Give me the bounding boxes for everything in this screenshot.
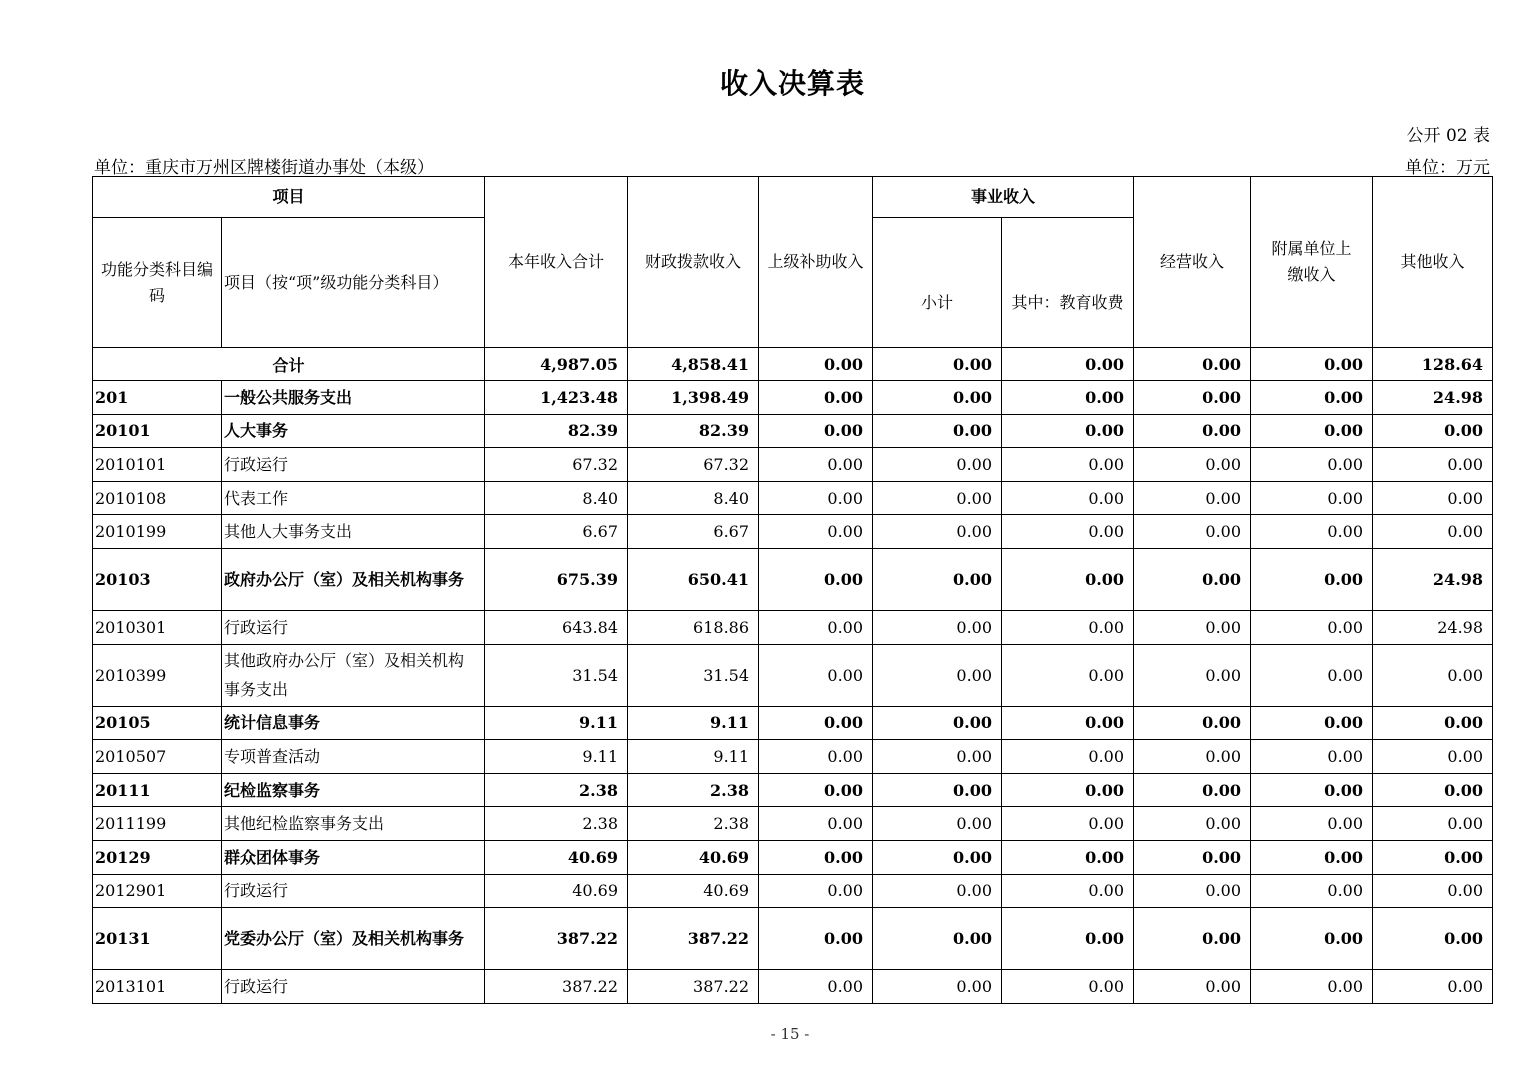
table-row: [93, 481, 1493, 515]
row-value: 0.00: [759, 706, 873, 740]
row-value: 0.00: [1373, 448, 1493, 482]
total-cell: 4,858.41: [628, 348, 759, 381]
header-business: 事业收入: [873, 177, 1134, 218]
row-value: 0.00: [1134, 807, 1251, 841]
header-fiscal: 财政拨款收入: [628, 177, 759, 348]
row-value: 0.00: [759, 414, 873, 448]
row-value: 40.69: [628, 840, 759, 874]
reporting-unit: 单位：重庆市万州区牌楼街道办事处（本级）: [94, 158, 434, 178]
row-value: 0.00: [1373, 706, 1493, 740]
row-name: 其他纪检监察事务支出: [222, 807, 485, 841]
row-value: 0.00: [1251, 610, 1373, 644]
row-value: 0.00: [1002, 740, 1134, 774]
row-value: 0.00: [1373, 970, 1493, 1004]
row-value: 387.22: [628, 970, 759, 1004]
row-value: 0.00: [1134, 874, 1251, 908]
row-value: 387.22: [485, 908, 628, 970]
row-value: 9.11: [485, 706, 628, 740]
row-value: 0.00: [873, 610, 1002, 644]
row-value: 0.00: [759, 644, 873, 706]
header-total: 本年收入合计: [485, 177, 628, 348]
row-value: 1,423.48: [485, 381, 628, 415]
row-value: 0.00: [1134, 381, 1251, 415]
row-value: 0.00: [759, 481, 873, 515]
row-value: 675.39: [485, 548, 628, 610]
row-value: 618.86: [628, 610, 759, 644]
row-code: 2010301: [93, 610, 222, 644]
row-value: 0.00: [1251, 481, 1373, 515]
row-name: 党委办公厅（室）及相关机构事务: [222, 908, 485, 970]
row-value: 2.38: [628, 807, 759, 841]
row-value: 0.00: [1002, 807, 1134, 841]
row-value: 0.00: [1373, 840, 1493, 874]
row-value: 24.98: [1373, 610, 1493, 644]
row-value: 40.69: [485, 840, 628, 874]
header-other: 其他收入: [1373, 177, 1493, 348]
total-label: 合计: [93, 348, 485, 381]
row-value: 0.00: [873, 807, 1002, 841]
row-value: 0.00: [1373, 740, 1493, 774]
row-value: 0.00: [759, 548, 873, 610]
row-value: 0.00: [1373, 874, 1493, 908]
row-value: 0.00: [873, 874, 1002, 908]
row-code: 2010108: [93, 481, 222, 515]
row-value: 0.00: [1251, 970, 1373, 1004]
row-value: 0.00: [1373, 414, 1493, 448]
row-value: 0.00: [1251, 840, 1373, 874]
row-value: 0.00: [1134, 548, 1251, 610]
row-name: 政府办公厅（室）及相关机构事务: [222, 548, 485, 610]
row-value: 0.00: [1002, 970, 1134, 1004]
table-row: [93, 381, 1493, 415]
row-value: 0.00: [873, 908, 1002, 970]
row-value: 0.00: [759, 448, 873, 482]
row-value: 2.38: [628, 773, 759, 807]
row-code: 20131: [93, 908, 222, 970]
row-value: 24.98: [1373, 381, 1493, 415]
header-edu: 其中：教育收费: [1002, 218, 1134, 348]
row-value: 0.00: [873, 840, 1002, 874]
total-cell: 0.00: [873, 348, 1002, 381]
row-value: 0.00: [1002, 381, 1134, 415]
row-value: 0.00: [1002, 908, 1134, 970]
row-name: 行政运行: [222, 610, 485, 644]
row-value: 0.00: [1134, 644, 1251, 706]
table-row: [93, 548, 1493, 610]
row-value: 0.00: [1002, 414, 1134, 448]
row-value: 9.11: [485, 740, 628, 774]
row-value: 0.00: [873, 773, 1002, 807]
row-value: 0.00: [759, 610, 873, 644]
row-value: 0.00: [1134, 448, 1251, 482]
row-name: 行政运行: [222, 448, 485, 482]
total-row: [93, 348, 1493, 381]
row-value: 24.98: [1373, 548, 1493, 610]
form-number: 公开 02 表: [1406, 126, 1490, 146]
row-value: 0.00: [1002, 773, 1134, 807]
row-value: 0.00: [873, 448, 1002, 482]
row-value: 67.32: [628, 448, 759, 482]
row-value: 0.00: [1373, 515, 1493, 549]
row-value: 0.00: [873, 970, 1002, 1004]
row-code: 2012901: [93, 874, 222, 908]
row-name: 一般公共服务支出: [222, 381, 485, 415]
row-value: 0.00: [759, 381, 873, 415]
total-cell: 128.64: [1373, 348, 1493, 381]
row-value: 6.67: [485, 515, 628, 549]
total-cell: 0.00: [1251, 348, 1373, 381]
row-value: 0.00: [873, 740, 1002, 774]
row-name: 纪检监察事务: [222, 773, 485, 807]
row-value: 0.00: [873, 644, 1002, 706]
row-name: 统计信息事务: [222, 706, 485, 740]
table-row: [93, 773, 1493, 807]
row-value: 6.67: [628, 515, 759, 549]
row-value: 0.00: [1251, 548, 1373, 610]
header-name: 项目（按“项”级功能分类科目）: [222, 218, 485, 348]
row-value: 31.54: [628, 644, 759, 706]
row-value: 0.00: [759, 874, 873, 908]
table-row: [93, 807, 1493, 841]
row-value: 0.00: [1373, 644, 1493, 706]
row-value: 0.00: [1251, 807, 1373, 841]
table-row: [93, 610, 1493, 644]
row-name: 专项普查活动: [222, 740, 485, 774]
row-value: 0.00: [1251, 414, 1373, 448]
page-title: 收入决算表: [719, 67, 865, 100]
row-value: 0.00: [1134, 908, 1251, 970]
table-row: [93, 448, 1493, 482]
row-value: 0.00: [873, 414, 1002, 448]
row-value: 0.00: [1134, 840, 1251, 874]
table-row: [93, 706, 1493, 740]
table-row: [93, 515, 1493, 549]
row-value: 0.00: [873, 381, 1002, 415]
row-code: 20103: [93, 548, 222, 610]
row-name: 代表工作: [222, 481, 485, 515]
row-value: 0.00: [759, 908, 873, 970]
row-value: 0.00: [1251, 448, 1373, 482]
header-operating: 经营收入: [1134, 177, 1251, 348]
table-row: [93, 740, 1493, 774]
row-value: 0.00: [1251, 515, 1373, 549]
row-value: 1,398.49: [628, 381, 759, 415]
row-value: 8.40: [485, 481, 628, 515]
row-value: 0.00: [759, 515, 873, 549]
row-value: 2.38: [485, 773, 628, 807]
row-value: 0.00: [1002, 874, 1134, 908]
row-value: 0.00: [1134, 414, 1251, 448]
table-row: [93, 414, 1493, 448]
row-value: 0.00: [1251, 740, 1373, 774]
row-value: 0.00: [873, 515, 1002, 549]
row-value: 0.00: [1134, 740, 1251, 774]
row-value: 0.00: [1002, 548, 1134, 610]
row-value: 0.00: [1002, 515, 1134, 549]
row-value: 0.00: [1134, 515, 1251, 549]
row-value: 0.00: [873, 706, 1002, 740]
row-code: 20105: [93, 706, 222, 740]
row-code: 20101: [93, 414, 222, 448]
row-value: 9.11: [628, 706, 759, 740]
row-value: 387.22: [628, 908, 759, 970]
row-value: 0.00: [1134, 481, 1251, 515]
header-affiliated: 附属单位上缴收入: [1251, 177, 1373, 348]
row-value: 0.00: [1002, 706, 1134, 740]
row-value: 67.32: [485, 448, 628, 482]
header-project: 项目: [93, 177, 485, 218]
row-value: 0.00: [759, 773, 873, 807]
row-code: 20111: [93, 773, 222, 807]
row-value: 0.00: [1373, 908, 1493, 970]
row-value: 0.00: [759, 970, 873, 1004]
row-value: 0.00: [1251, 706, 1373, 740]
row-code: 2010101: [93, 448, 222, 482]
income-table: [92, 176, 1493, 1004]
row-code: 2013101: [93, 970, 222, 1004]
row-name: 群众团体事务: [222, 840, 485, 874]
total-cell: 4,987.05: [485, 348, 628, 381]
row-value: 0.00: [1134, 970, 1251, 1004]
row-value: 0.00: [1373, 773, 1493, 807]
row-value: 0.00: [1373, 481, 1493, 515]
row-value: 0.00: [1251, 908, 1373, 970]
row-value: 0.00: [1251, 644, 1373, 706]
row-value: 0.00: [1134, 706, 1251, 740]
row-value: 0.00: [1251, 381, 1373, 415]
row-value: 0.00: [873, 481, 1002, 515]
total-cell: 0.00: [759, 348, 873, 381]
row-code: 2011199: [93, 807, 222, 841]
total-cell: 0.00: [1134, 348, 1251, 381]
row-code: 201: [93, 381, 222, 415]
header-code: 功能分类科目编码: [93, 218, 222, 348]
row-code: 2010507: [93, 740, 222, 774]
row-value: 0.00: [1251, 773, 1373, 807]
table-row: [93, 874, 1493, 908]
row-value: 0.00: [759, 840, 873, 874]
row-value: 2.38: [485, 807, 628, 841]
row-value: 40.69: [485, 874, 628, 908]
row-value: 0.00: [759, 807, 873, 841]
row-value: 650.41: [628, 548, 759, 610]
row-value: 8.40: [628, 481, 759, 515]
row-name: 行政运行: [222, 970, 485, 1004]
row-value: 82.39: [485, 414, 628, 448]
row-value: 0.00: [1373, 807, 1493, 841]
header-superior: 上级补助收入: [759, 177, 873, 348]
row-value: 643.84: [485, 610, 628, 644]
row-value: 0.00: [1251, 874, 1373, 908]
row-code: 2010399: [93, 644, 222, 706]
row-value: 0.00: [1002, 644, 1134, 706]
header-subtotal: 小计: [873, 218, 1002, 348]
table-row: [93, 908, 1493, 970]
table-row: [93, 644, 1493, 706]
total-cell: 0.00: [1002, 348, 1134, 381]
row-value: 0.00: [759, 740, 873, 774]
row-value: 0.00: [1002, 610, 1134, 644]
row-value: 0.00: [1134, 773, 1251, 807]
page-number: - 15 -: [770, 1025, 810, 1043]
table-row: [93, 970, 1493, 1004]
row-value: 0.00: [873, 548, 1002, 610]
row-name: 其他政府办公厅（室）及相关机构事务支出: [222, 644, 485, 706]
row-code: 2010199: [93, 515, 222, 549]
row-value: 9.11: [628, 740, 759, 774]
row-name: 其他人大事务支出: [222, 515, 485, 549]
row-value: 40.69: [628, 874, 759, 908]
row-name: 人大事务: [222, 414, 485, 448]
row-value: 387.22: [485, 970, 628, 1004]
row-value: 0.00: [1134, 610, 1251, 644]
currency-unit: 单位：万元: [1405, 158, 1490, 178]
row-name: 行政运行: [222, 874, 485, 908]
row-value: 0.00: [1002, 448, 1134, 482]
row-code: 20129: [93, 840, 222, 874]
row-value: 31.54: [485, 644, 628, 706]
table-row: [93, 840, 1493, 874]
row-value: 82.39: [628, 414, 759, 448]
row-value: 0.00: [1002, 481, 1134, 515]
row-value: 0.00: [1002, 840, 1134, 874]
